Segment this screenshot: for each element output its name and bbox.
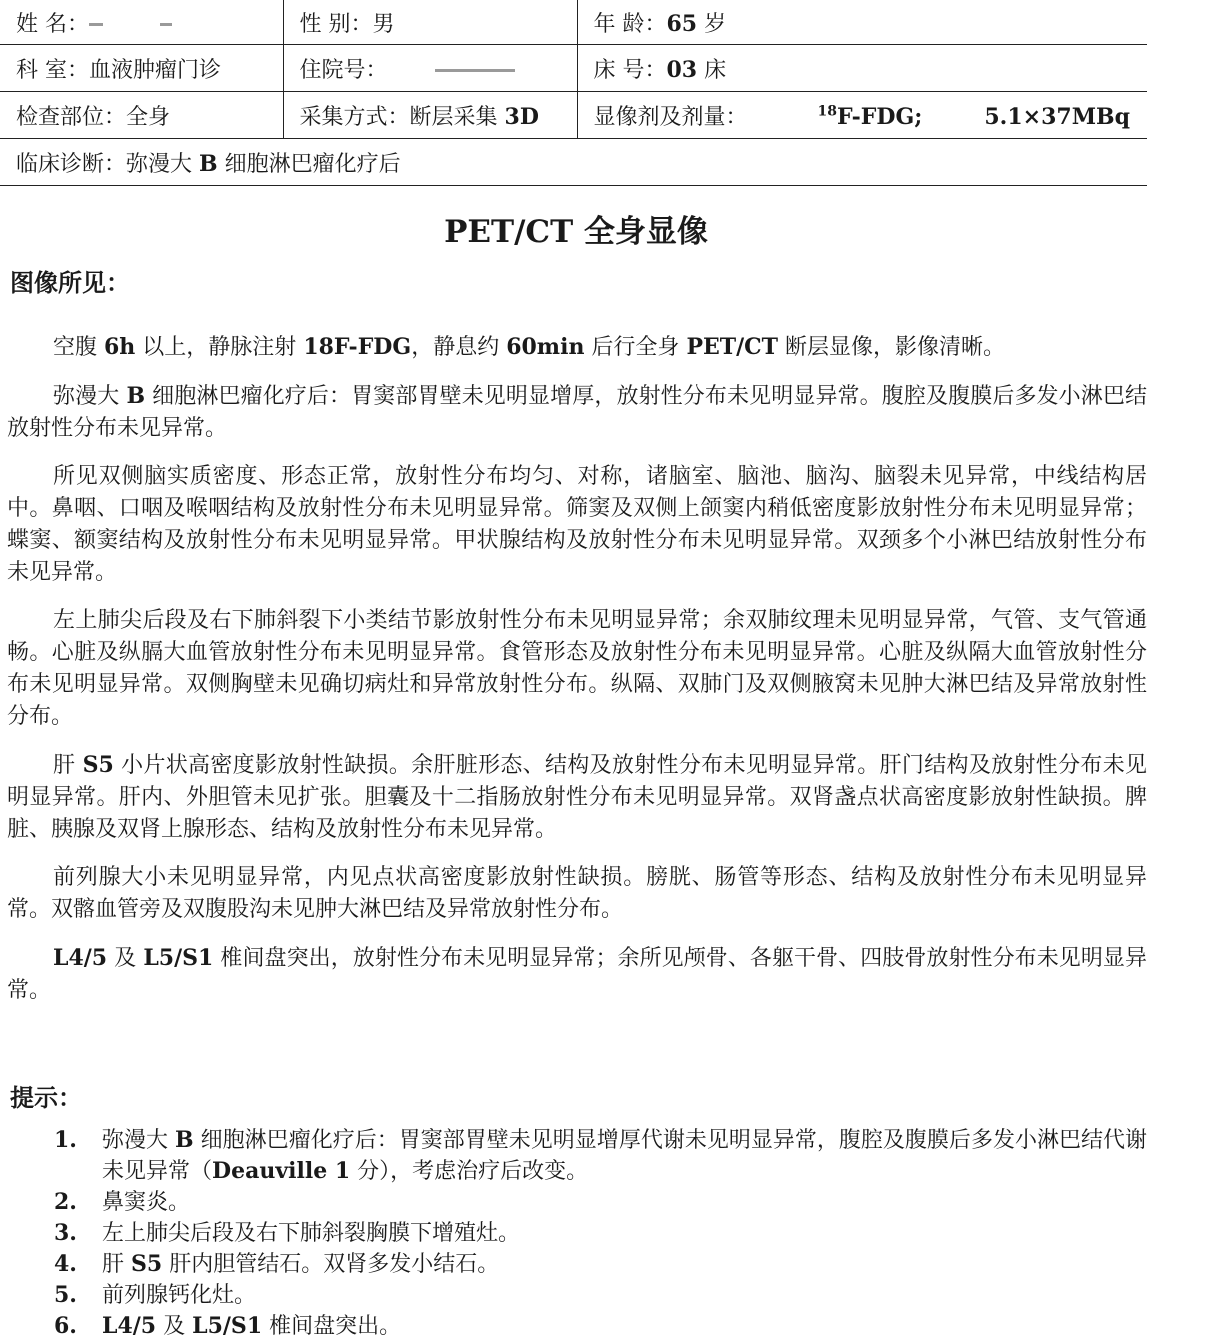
findings-paragraph: [7, 749, 1147, 846]
report-title: PET/CT 全身显像: [444, 214, 708, 250]
text-run: 细胞淋巴瘤化疗后：胃窦部胃壁未见明显增厚，放射性分布未见明显异常。腹腔及腹膜后多发小淋巴结放射性分布未见异常。: [7, 384, 1147, 441]
department-value: 血液肿瘤门诊: [89, 57, 222, 83]
bold-text-run: L5/S1: [143, 945, 214, 971]
text-run: 椎间盘突出。: [262, 1314, 402, 1339]
bold-text-run: L4/5: [102, 1313, 157, 1339]
bold-text-run: L4/5: [53, 945, 108, 971]
exam-site-label: 检查部位：: [16, 104, 127, 130]
redacted-name-mark: [89, 23, 103, 26]
admission-label: 住院号：: [299, 57, 388, 83]
age-value: 65: [666, 10, 698, 37]
bed-unit: 床: [704, 57, 727, 83]
tracer-label: 显像剂及剂量：: [593, 104, 748, 130]
summary-item-text: [102, 1252, 499, 1277]
exam-site-cell: [0, 92, 283, 139]
summary-item-number: 4.: [54, 1251, 77, 1277]
tracer-cell: [577, 92, 1147, 139]
bold-text-run: S5: [131, 1251, 163, 1277]
redacted-name-mark: [160, 23, 172, 26]
summary-list: [54, 1125, 1147, 1342]
tracer-isotope-superscript: 18: [817, 103, 837, 120]
bold-text-run: 6h: [104, 334, 136, 360]
text-run: 以上，静脉注射: [135, 335, 304, 360]
summary-item-text: [102, 1128, 1147, 1184]
acquisition-value: 断层采集: [409, 104, 498, 130]
clinical-diagnosis-label: 临床诊断：: [16, 151, 127, 177]
info-row: [0, 0, 1147, 45]
text-run: 肝内胆管结石。双肾多发小结石。: [162, 1252, 500, 1277]
gender-cell: [283, 0, 577, 45]
bold-text-run: PET/CT: [686, 334, 779, 360]
text-run: 弥漫大: [102, 1128, 176, 1153]
text-run: 细胞淋巴瘤化疗后：胃窦部胃壁未见明显增厚代谢未见明显异常，腹腔及腹膜后多发小淋巴结代谢未见异常（: [102, 1128, 1148, 1184]
bold-text-run: 18F-FDG: [303, 334, 412, 360]
exam-site-value: 全身: [126, 104, 171, 130]
acquisition-label: 采集方式：: [299, 104, 410, 130]
summary-item-number: 6.: [54, 1313, 77, 1339]
summary-item: [54, 1218, 1147, 1249]
info-row: [0, 139, 1147, 186]
bold-text-run: L5/S1: [192, 1313, 263, 1339]
text-run: 空腹: [53, 335, 104, 360]
bold-text-run: Deauville 1: [212, 1158, 351, 1184]
text-run: 左上肺尖后段及右下肺斜裂下小类结节影放射性分布未见明显异常；余双肺纹理未见明显异常，气管、支气管通畅。心脏及纵膈大血管放射性分布未见明显异常。食管形态及放射性分布未见明显异常。心脏及纵隔大血管放射性分布未见明显异常。双侧胸壁未见确切病灶和异常放射性分布。纵隔、双肺门及双侧腋窝未见肿大淋巴结及异常放射性分布。: [7, 608, 1147, 729]
summary-item-number: 1.: [54, 1127, 77, 1153]
text-run: 后行全身: [584, 335, 687, 360]
name-cell: [0, 0, 283, 45]
text-run: 椎间盘突出，放射性分布未见明显异常；余所见颅骨、各躯干骨、四肢骨放射性分布未见明显异常。: [7, 946, 1147, 1003]
acquisition-cell: [283, 92, 577, 139]
summary-item-number: 2.: [54, 1189, 77, 1215]
gender-value: 男: [372, 11, 395, 37]
summary-item-text: [102, 1283, 256, 1308]
clinical-diagnosis-bold: B: [199, 150, 218, 177]
bold-text-run: B: [126, 383, 146, 409]
findings-paragraph: [7, 380, 1147, 445]
summary-item: [54, 1187, 1147, 1218]
text-run: 肝: [102, 1252, 131, 1277]
findings-section: [7, 331, 1147, 1023]
text-run: 断层显像，影像清晰。: [778, 335, 1006, 360]
bold-text-run: S5: [82, 752, 114, 778]
bed-cell: [577, 45, 1147, 92]
bed-value: 03: [666, 56, 698, 83]
text-run: 及: [156, 1314, 193, 1339]
tracer-dose: 5.1×37MBq: [984, 103, 1131, 130]
text-run: ，静息约: [411, 335, 507, 360]
findings-paragraph: [7, 461, 1147, 589]
text-run: 小片状高密度影放射性缺损。余肝脏形态、结构及放射性分布未见明显异常。肝门结构及放射性分布未见明显异常。肝内、外胆管未见扩张。胆囊及十二指肠放射性分布未见明显异常。双肾盏点状高密度影放射性缺损。脾脏、胰腺及双肾上腺形态、结构及放射性分布未见异常。: [7, 753, 1148, 842]
summary-item-text: [102, 1221, 520, 1246]
summary-item: [54, 1249, 1147, 1280]
summary-item: [54, 1125, 1147, 1187]
name-label: 姓 名：: [16, 11, 89, 37]
department-cell: [0, 45, 283, 92]
info-row: [0, 45, 1147, 92]
text-run: 前列腺大小未见明显异常，内见点状高密度影放射性缺损。膀胱、肠管等形态、结构及放射性分布未见明显异常。双髂血管旁及双腹股沟未见肿大淋巴结及异常放射性分布。: [7, 865, 1147, 922]
findings-paragraph: [7, 862, 1147, 926]
acquisition-mode: 3D: [504, 103, 539, 130]
text-run: 鼻窦炎。: [102, 1190, 191, 1215]
summary-heading: 提示：: [10, 1084, 82, 1112]
age-cell: [577, 0, 1147, 45]
text-run: 及: [107, 946, 144, 971]
department-label: 科 室：: [16, 57, 89, 83]
patient-info-table: [0, 0, 1147, 186]
bed-label: 床 号：: [593, 57, 667, 83]
admission-cell: [283, 45, 577, 92]
summary-item-number: 5.: [54, 1282, 77, 1308]
text-run: 所见双侧脑实质密度、形态正常，放射性分布均匀、对称，诸脑室、脑池、脑沟、脑裂未见异常，中线结构居中。鼻咽、口咽及喉咽结构及放射性分布未见明显异常。筛窦及双侧上颌窦内稍低密度影放射性分布未见明显异常；蝶窦、额窦结构及放射性分布未见明显异常。甲状腺结构及放射性分布未见明显异常。双颈多个小淋巴结放射性分布未见异常。: [7, 464, 1147, 585]
clinical-diagnosis-text: 弥漫大: [126, 151, 193, 177]
summary-item-text: [102, 1314, 401, 1339]
summary-item: [54, 1311, 1147, 1342]
tracer-name: F-FDG;: [837, 103, 923, 130]
findings-paragraph: [7, 331, 1147, 364]
text-run: 分），考虑治疗后改变。: [350, 1159, 589, 1184]
clinical-diagnosis-text: 细胞淋巴瘤化疗后: [224, 151, 401, 177]
clinical-diagnosis-cell: [0, 139, 1147, 186]
bold-text-run: 60min: [506, 334, 585, 360]
findings-heading: 图像所见：: [10, 269, 130, 297]
summary-item-text: [102, 1190, 190, 1215]
summary-item: [54, 1280, 1147, 1311]
gender-label: 性 别：: [299, 11, 373, 37]
info-row: [0, 92, 1147, 139]
text-run: 弥漫大: [53, 384, 127, 409]
age-unit: 岁: [704, 11, 727, 37]
findings-paragraph: [7, 605, 1147, 733]
redacted-admission-number: [435, 69, 515, 72]
bold-text-run: B: [175, 1127, 194, 1153]
text-run: 肝: [53, 753, 83, 778]
text-run: 左上肺尖后段及右下肺斜裂胸膜下增殖灶。: [102, 1221, 521, 1246]
age-label: 年 龄：: [593, 11, 667, 37]
text-run: 前列腺钙化灶。: [102, 1283, 257, 1308]
summary-item-number: 3.: [54, 1220, 77, 1246]
findings-paragraph: [7, 942, 1147, 1007]
